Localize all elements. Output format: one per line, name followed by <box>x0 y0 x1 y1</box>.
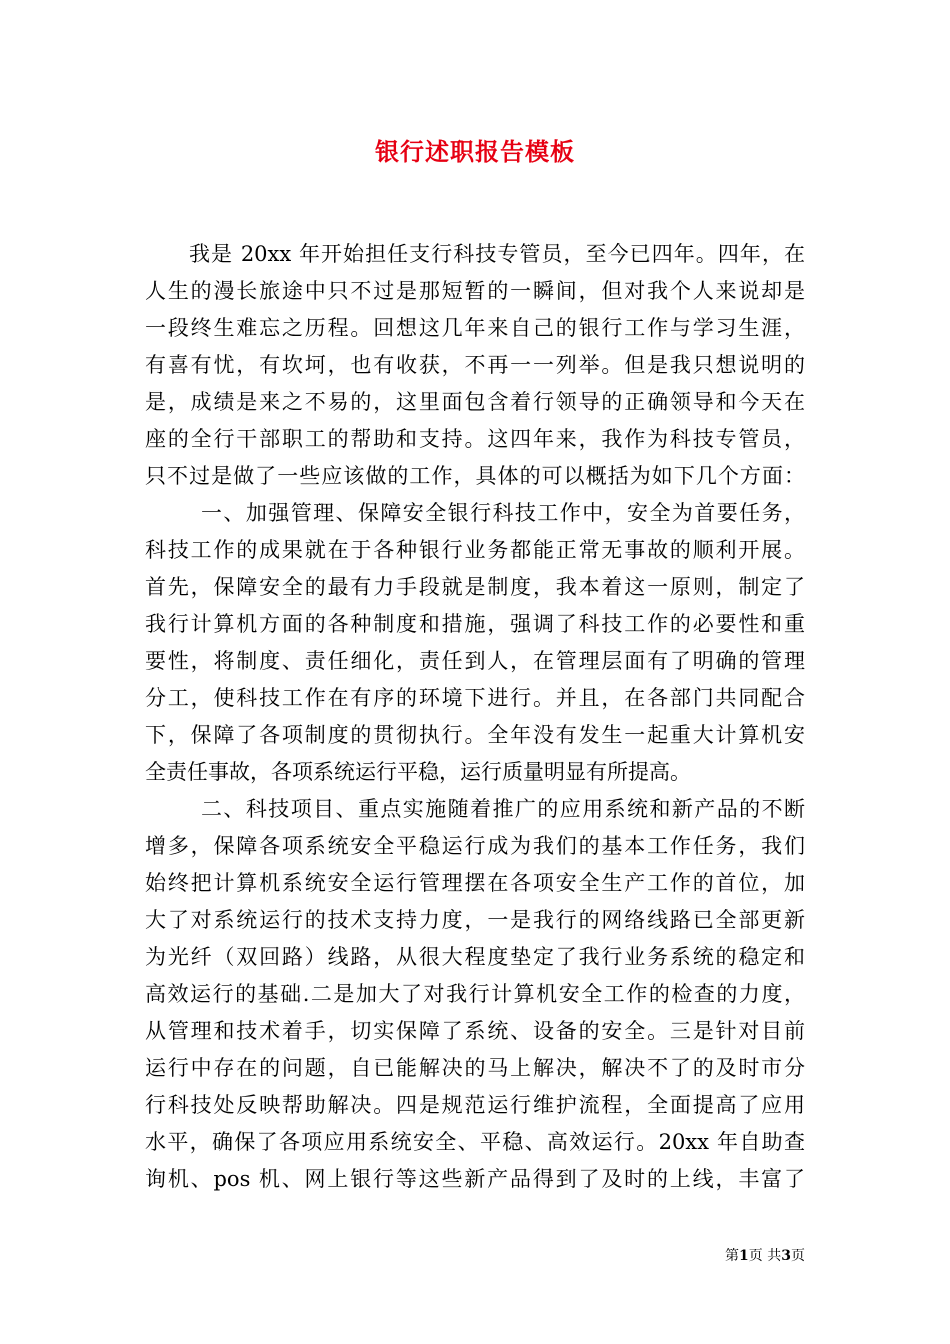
paragraph-1-line-6: 座的全行干部职工的帮助和支持。这四年来，我作为科技专管员， <box>145 427 805 451</box>
paragraph-3-line-9: 行科技处反映帮助解决。四是规范运行维护流程，全面提高了应用 <box>145 1093 805 1117</box>
paragraph-3-line-1: 二、科技项目、重点实施随着推广的应用系统和新产品的不断 <box>201 797 805 821</box>
paragraph-1-line-5: 是，成绩是来之不易的，这里面包含着行领导的正确领导和今天在 <box>145 390 805 414</box>
paragraph-3-line-10: 水平，确保了各项应用系统安全、平稳、高效运行。20xx 年自助查 <box>145 1130 805 1154</box>
paragraph-1-line-1: 我是 20xx 年开始担任支行科技专管员，至今已四年。四年，在 <box>189 242 805 266</box>
footer-middle: 页 共 <box>748 1248 782 1264</box>
paragraph-2-line-1: 一、加强管理、保障安全银行科技工作中，安全为首要任务， <box>201 501 805 525</box>
document-body <box>145 236 805 1198</box>
paragraph-2-line-8: 全责任事故，各项系统运行平稳，运行质量明显有所提高。 <box>145 760 691 784</box>
paragraph-3-line-2: 增多，保障各项系统安全平稳运行成为我们的基本工作任务，我们 <box>145 834 805 858</box>
footer-suffix: 页 <box>791 1248 805 1264</box>
paragraph-3-line-5: 为光纤（双回路）线路，从很大程度垫定了我行业务系统的稳定和 <box>145 945 805 969</box>
paragraph-3-line-8: 运行中存在的问题，自已能解决的马上解决，解决不了的及时市分 <box>145 1056 805 1080</box>
paragraph-1-line-3: 一段终生难忘之历程。回想这几年来自己的银行工作与学习生涯， <box>145 316 805 340</box>
paragraph-1-line-7: 只不过是做了一些应该做的工作，具体的可以概括为如下几个方面： <box>145 464 805 488</box>
footer-total-pages: 3 <box>781 1248 791 1264</box>
document-title: 银行述职报告模板 <box>375 137 575 166</box>
footer-current-page: 1 <box>739 1248 749 1264</box>
paragraph-1-line-2: 人生的漫长旅途中只不过是那短暂的一瞬间，但对我个人来说却是 <box>145 279 805 303</box>
paragraph-2-line-5: 要性，将制度、责任细化，责任到人，在管理层面有了明确的管理 <box>145 649 805 673</box>
paragraph-2-line-3: 首先，保障安全的最有力手段就是制度，我本着这一原则，制定了 <box>145 575 805 599</box>
footer-prefix: 第 <box>725 1248 740 1264</box>
paragraph-2-line-6: 分工，使科技工作在有序的环境下进行。并且，在各部门共同配合 <box>145 686 805 710</box>
paragraph-3-line-7: 从管理和技术着手，切实保障了系统、设备的安全。三是针对目前 <box>145 1019 805 1043</box>
paragraph-3-line-3: 始终把计算机系统安全运行管理摆在各项安全生产工作的首位，加 <box>145 871 805 895</box>
paragraph-3-line-6: 高效运行的基础.二是加大了对我行计算机安全工作的检查的力度， <box>145 982 805 1006</box>
paragraph-2-line-2: 科技工作的成果就在于各种银行业务都能正常无事故的顺利开展。 <box>145 538 805 562</box>
paragraph-3-line-11: 询机、pos 机、网上银行等这些新产品得到了及时的上线，丰富了 <box>145 1167 805 1191</box>
paragraph-2-line-4: 我行计算机方面的各种制度和措施，强调了科技工作的必要性和重 <box>145 612 805 636</box>
paragraph-1-line-4: 有喜有忧，有坎坷，也有收获，不再一一列举。但是我只想说明的 <box>145 353 805 377</box>
paragraph-3-line-4: 大了对系统运行的技术支持力度，一是我行的网络线路已全部更新 <box>145 908 805 932</box>
page-number-footer <box>725 1246 805 1266</box>
paragraph-2-line-7: 下，保障了各项制度的贯彻执行。全年没有发生一起重大计算机安 <box>145 723 805 747</box>
